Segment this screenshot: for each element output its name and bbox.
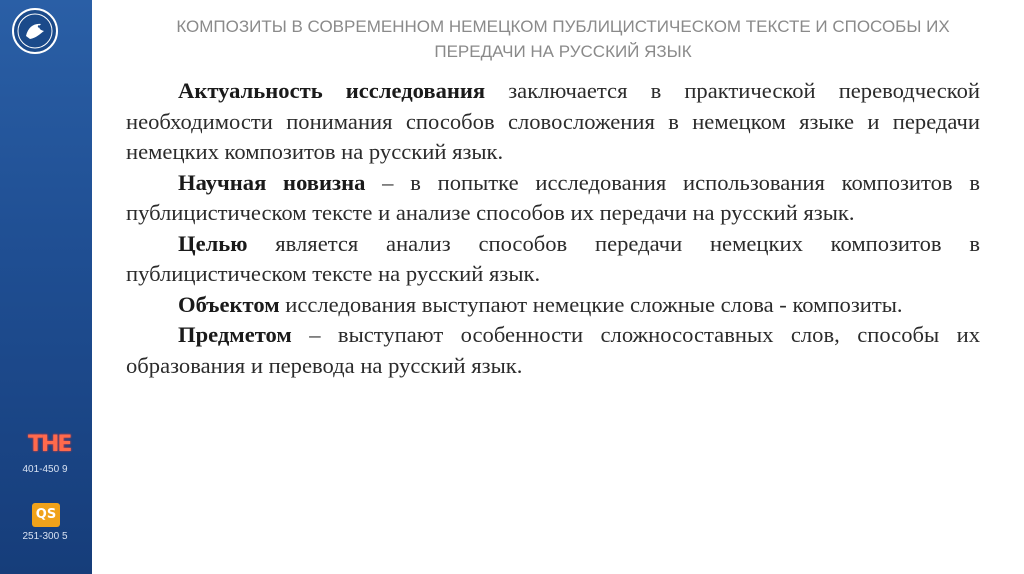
paragraph-text: – выступают особенности сложносоставных слов, способы их образования и перевода на русский язык. bbox=[126, 322, 980, 378]
paragraph-text: исследования выступают немецкие сложные слова - композиты. bbox=[279, 291, 903, 317]
paragraph-goal bbox=[126, 229, 980, 290]
paragraph-novelty bbox=[126, 168, 980, 229]
the-ranking-icon: THE bbox=[28, 432, 71, 457]
slide-title: КОМПОЗИТЫ В СОВРЕМЕННОМ НЕМЕЦКОМ ПУБЛИЦИСТИЧЕСКОМ ТЕКСТЕ И СПОСОБЫ ИХ ПЕРЕДАЧИ НА РУССКИЙ ЯЗЫК bbox=[176, 17, 950, 61]
paragraph-text: является анализ способов передачи немецких композитов в публицистическом тексте на русский язык. bbox=[126, 230, 980, 286]
university-emblem-icon bbox=[12, 8, 58, 54]
the-ranking-value: 401-450 9 bbox=[22, 464, 68, 475]
paragraph-subject bbox=[126, 320, 980, 381]
paragraph-lead: Актуальность исследования bbox=[178, 78, 486, 103]
qs-ranking-icon: QS bbox=[32, 503, 60, 527]
slide-body bbox=[126, 76, 980, 381]
paragraph-text: – в попытке исследования использования композитов в публицистическом тексте и анализе способов их передачи на русский язык. bbox=[126, 169, 980, 225]
paragraph-lead: Целью bbox=[178, 230, 248, 256]
paragraph-lead: Объектом bbox=[178, 291, 280, 317]
paragraph-text: заключается в практической переводческой необходимости понимания способов словосложения в немецком языке и передачи немецких композитов на русский язык. bbox=[126, 78, 980, 164]
paragraph-lead: Предметом bbox=[178, 322, 292, 347]
paragraph-relevance bbox=[126, 76, 980, 168]
qs-ranking-value: 251-300 5 bbox=[22, 531, 68, 542]
sidebar bbox=[0, 0, 92, 574]
qs-ranking bbox=[0, 503, 92, 543]
the-ranking bbox=[0, 430, 92, 476]
paragraph-object bbox=[126, 290, 980, 321]
paragraph-lead: Научная новизна bbox=[178, 169, 366, 195]
